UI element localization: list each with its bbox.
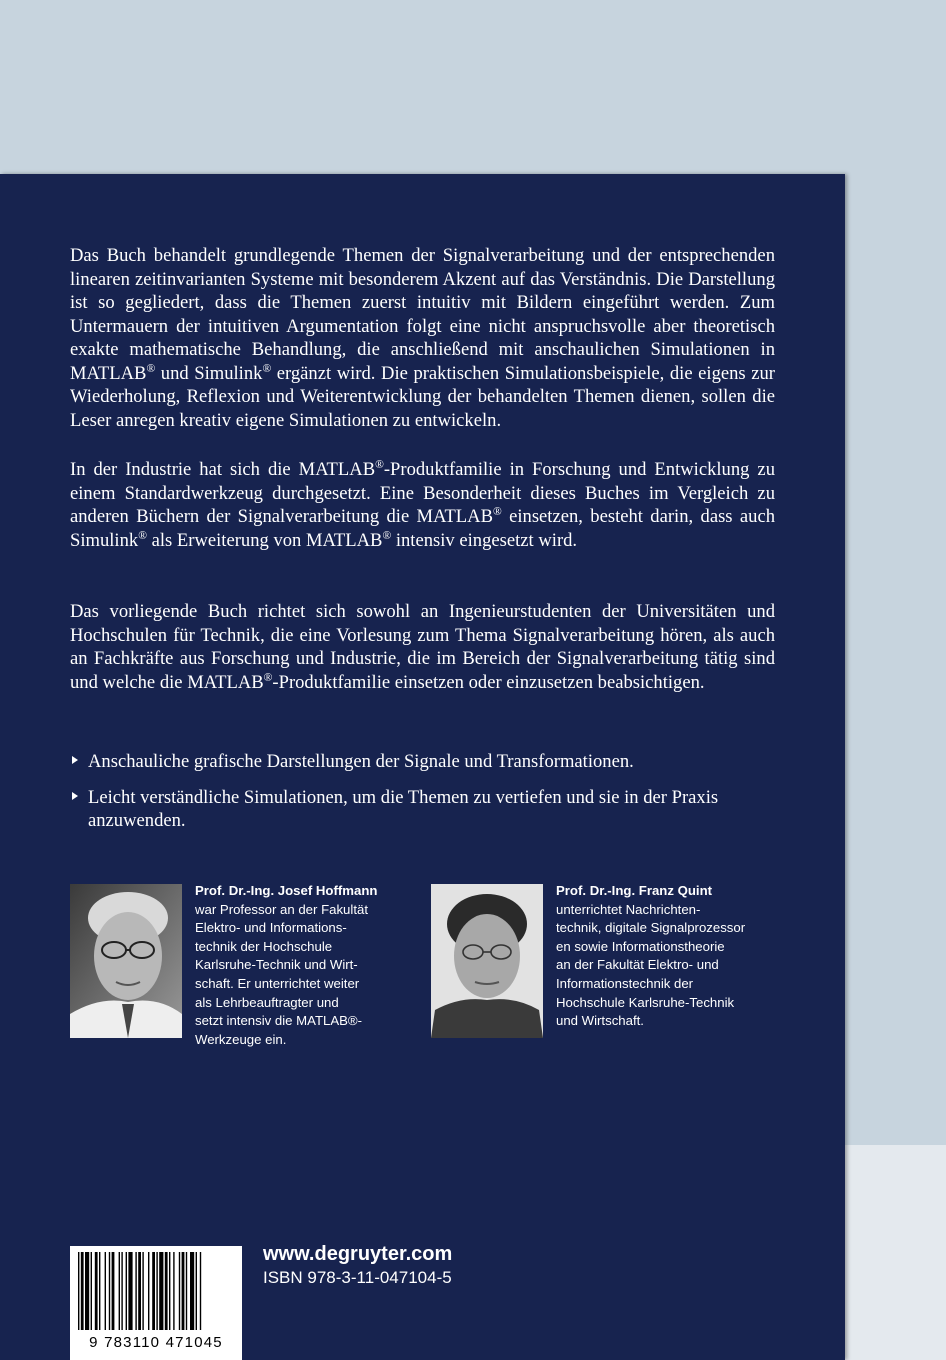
barcode-bar: [142, 1252, 143, 1330]
barcode-bar: [121, 1252, 122, 1330]
barcode-bar: [109, 1252, 110, 1330]
barcode-bar: [95, 1252, 98, 1330]
bio-line: als Lehrbeauftragter und: [195, 994, 339, 1010]
author-name: Prof. Dr.-Ing. Franz Quint: [556, 883, 713, 898]
registered-mark: ®: [263, 671, 273, 684]
feature-list: [70, 750, 775, 845]
feature-item: [70, 786, 775, 833]
barcode-bar: [119, 1252, 120, 1330]
registered-mark: ®: [262, 362, 272, 375]
barcode-bar: [173, 1252, 174, 1330]
bio-line: an der Fakultät Elektro- und: [556, 957, 719, 973]
barcode-bar: [99, 1252, 100, 1330]
registered-mark: ®: [375, 458, 384, 471]
bio-line: en sowie Informationstheorie: [556, 938, 725, 954]
barcode-bar: [186, 1252, 187, 1330]
barcode-bar: [138, 1252, 141, 1330]
barcode-bar: [91, 1252, 92, 1330]
registered-mark: ®: [382, 529, 392, 542]
barcode-bar: [182, 1252, 185, 1330]
barcode-bar: [85, 1252, 89, 1330]
barcode-bar: [148, 1252, 149, 1330]
barcode-bar: [169, 1252, 170, 1330]
barcode-digits: 9 783110 471045: [89, 1334, 223, 1351]
feature-item: [70, 750, 775, 774]
publisher-url[interactable]: www.degruyter.com: [263, 1243, 453, 1265]
bio-line: technik, digitale Signalprozessor: [556, 920, 746, 936]
feature-text: Anschauliche grafische Darstellungen der Signale und Transformationen.: [88, 751, 634, 772]
bio-line: Hochschule Karlsruhe-Technik: [556, 994, 735, 1010]
blurb-paragraph-3: Das vorliegende Buch richtet sich sowohl an Ingenieurstudenten der Universitäten und Hochschulen für Technik, die eine Vorlesung zum Thema Signalverarbeitung hören, als auch an Fachkräfte aus Forschung und Industrie, die im Bereich der Signalverarbeitung tätig sind und welche die MATLAB®-Produktfamilie einsetzen oder einzusetzen beabsichtigen.: [70, 601, 775, 693]
barcode-bar: [200, 1252, 201, 1330]
barcode-bar: [165, 1252, 168, 1330]
bio-line: Karlsruhe-Technik und Wirt-: [195, 957, 358, 973]
bio-line: setzt intensiv die MATLAB®-: [195, 1013, 363, 1029]
author-bio-hoffmann: [195, 882, 410, 1049]
author-name: Prof. Dr.-Ing. Josef Hoffmann: [195, 883, 378, 898]
feature-text: Leicht verständliche Simulationen, um die Themen zu vertiefen und sie in der Praxis anzuwenden.: [88, 786, 719, 831]
barcode-bar: [105, 1252, 106, 1330]
bio-line: schaft. Er unterrichtet weiter: [195, 975, 360, 991]
bio-line: Elektro- und Informations-: [195, 920, 347, 936]
barcode-bar: [126, 1252, 127, 1330]
author-bio-quint: [556, 882, 786, 1031]
barcode-bar: [159, 1252, 163, 1330]
bio-line: technik der Hochschule: [195, 938, 333, 954]
bio-line: und Wirtschaft.: [556, 1013, 644, 1029]
isbn-barcode: [70, 1246, 242, 1360]
isbn-number: ISBN 978-3-11-047104-5: [263, 1268, 452, 1287]
author-photo-hoffmann: [70, 884, 182, 1038]
registered-mark: ®: [493, 505, 502, 518]
bio-line: unterrichtet Nachrichten-: [556, 901, 701, 917]
barcode-bar: [179, 1252, 180, 1330]
barcode-bar: [156, 1252, 157, 1330]
blurb-paragraph-2: In der Industrie hat sich die MATLAB®-Produktfamilie in Forschung und Entwicklung zu einem Standardwerkzeug durchgesetzt. Eine Besonderheit dieses Buches im Vergleich zu anderen Büchern der Signalverarbeitung die MATLAB® einsetzen, besteht darin, dass auch Simulink® als Erweiterung von MATLAB® intensiv eingesetzt wird.: [70, 458, 775, 551]
barcode-bar: [135, 1252, 136, 1330]
registered-mark: ®: [138, 529, 147, 542]
triangle-bullet-icon: [72, 756, 78, 764]
barcode-bar: [78, 1252, 79, 1330]
bio-line: Informationstechnik der: [556, 975, 694, 991]
barcode-bar: [196, 1252, 197, 1330]
barcode-bars: [70, 1246, 242, 1336]
barcode-bar: [152, 1252, 155, 1330]
barcode-bar: [81, 1252, 84, 1330]
barcode-bar: [128, 1252, 132, 1330]
author-photo-quint: [431, 884, 543, 1038]
registered-mark: ®: [146, 362, 156, 375]
triangle-bullet-icon: [72, 792, 78, 800]
blurb-paragraph-1: Das Buch behandelt grundlegende Themen der Signalverarbeitung und der entsprechenden linearen zeitinvarianten Systeme mit besonderem Akzent auf das Verständnis. Die Darstellung ist so gegliedert, dass die Themen zuerst intuitiv mit Bildern eingeführt werden. Zum Untermauern der intuitiven Argumentation folgt eine nicht anspruchsvolle aber theoretisch exakte mathematische Behandlung, die anschließend mit anschaulichen Simulationen in MATLAB® und Simulink® ergänzt wird. Die praktischen Simulationsbeispiele, die eigens zur Wiederholung, Reflexion und Weiterentwicklung der behandelten Themen dienen, sollen die Leser anregen kreativ eigene Simulationen zu entwickeln.: [70, 245, 775, 431]
book-back-cover: [0, 174, 845, 1360]
bio-line: Werkzeuge ein.: [195, 1031, 287, 1047]
barcode-bar: [190, 1252, 194, 1330]
bio-line: war Professor an der Fakultät: [195, 901, 368, 917]
barcode-bar: [112, 1252, 115, 1330]
